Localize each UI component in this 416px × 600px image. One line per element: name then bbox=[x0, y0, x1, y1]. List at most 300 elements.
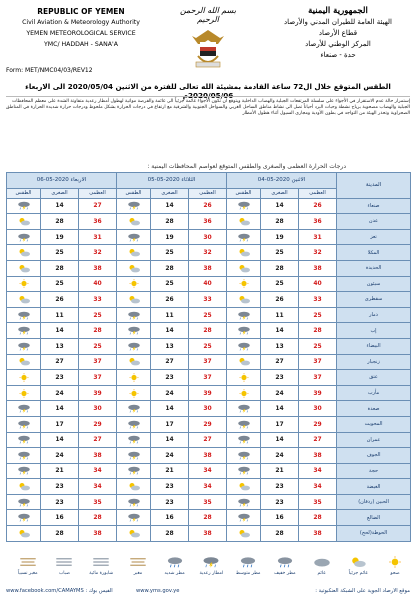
table-row bbox=[7, 276, 411, 292]
dust-icon bbox=[129, 556, 147, 568]
weather-cell bbox=[7, 494, 41, 510]
min-temp: 17 bbox=[261, 416, 299, 432]
min-temp: 21 bbox=[151, 463, 189, 479]
min-temp: 23 bbox=[261, 370, 299, 386]
city-name: إب bbox=[337, 323, 411, 339]
min-temp: 24 bbox=[151, 448, 189, 464]
legend-item bbox=[160, 556, 190, 586]
max-temp: 35 bbox=[79, 494, 117, 510]
min-temp: 27 bbox=[151, 354, 189, 370]
col-wx-day-2: الطقس bbox=[117, 188, 151, 198]
header bbox=[0, 0, 416, 78]
table-row bbox=[7, 479, 411, 495]
table-row bbox=[7, 307, 411, 323]
thunder-icon bbox=[237, 513, 251, 522]
min-temp: 25 bbox=[261, 245, 299, 261]
min-temp: 16 bbox=[261, 510, 299, 526]
min-temp: 28 bbox=[151, 214, 189, 230]
thunder-icon bbox=[17, 498, 31, 507]
legend-item bbox=[86, 556, 116, 586]
city-name: الغيضة bbox=[337, 479, 411, 495]
min-temp: 28 bbox=[151, 526, 189, 542]
sunny-icon bbox=[127, 279, 141, 288]
thunder-icon bbox=[17, 326, 31, 335]
table-row bbox=[7, 354, 411, 370]
header-right-line-4: المركز الوطني للأرصاد bbox=[305, 40, 371, 48]
thunder-icon bbox=[237, 498, 251, 507]
min-temp: 17 bbox=[151, 416, 189, 432]
city-name: تعز bbox=[337, 229, 411, 245]
city-name: البيضاء bbox=[337, 338, 411, 354]
min-temp: 16 bbox=[41, 510, 79, 526]
weather-cell bbox=[117, 526, 151, 542]
max-temp: 39 bbox=[189, 385, 227, 401]
city-name: سيئون bbox=[337, 276, 411, 292]
min-temp: 14 bbox=[41, 323, 79, 339]
max-temp: 28 bbox=[189, 323, 227, 339]
min-temp: 24 bbox=[151, 385, 189, 401]
table-row bbox=[7, 245, 411, 261]
min-temp: 23 bbox=[41, 370, 79, 386]
header-left-line-2: Civil Aviation & Meteorology Authority bbox=[22, 19, 140, 26]
weather-cell bbox=[227, 510, 261, 526]
day-header-2: الثلاثاء 2020-05-05 bbox=[117, 173, 227, 189]
sunny-icon bbox=[237, 373, 251, 382]
table-row bbox=[7, 401, 411, 417]
max-temp: 36 bbox=[189, 214, 227, 230]
partly-icon bbox=[237, 295, 251, 304]
thunder-icon bbox=[127, 498, 141, 507]
col-min-day-3: الصغرى bbox=[41, 188, 79, 198]
max-temp: 29 bbox=[189, 416, 227, 432]
max-temp: 36 bbox=[79, 214, 117, 230]
thunder-icon bbox=[237, 466, 251, 475]
day-date: 2020-05-05 bbox=[147, 177, 182, 184]
weather-cell bbox=[227, 323, 261, 339]
table-row bbox=[7, 510, 411, 526]
dust-icon bbox=[19, 556, 37, 568]
table-row bbox=[7, 323, 411, 339]
max-temp: 37 bbox=[189, 354, 227, 370]
min-temp: 26 bbox=[261, 292, 299, 308]
facebook-link[interactable]: www.facebook.com/CAMAYMS : الفيس بوك bbox=[6, 588, 113, 594]
thunder-icon bbox=[127, 326, 141, 335]
city-name: صعدة bbox=[337, 401, 411, 417]
sunny-icon bbox=[237, 389, 251, 398]
max-temp: 27 bbox=[79, 198, 117, 214]
city-name: ذمار bbox=[337, 307, 411, 323]
weather-cell bbox=[227, 479, 261, 495]
min-temp: 16 bbox=[151, 510, 189, 526]
min-temp: 14 bbox=[151, 198, 189, 214]
max-temp: 30 bbox=[299, 401, 337, 417]
city-name: عمران bbox=[337, 432, 411, 448]
weather-cell bbox=[117, 370, 151, 386]
table-row bbox=[7, 229, 411, 245]
weather-cell bbox=[117, 260, 151, 276]
weather-cell bbox=[117, 323, 151, 339]
max-temp: 33 bbox=[189, 292, 227, 308]
header-right-line-3: قطاع الأرصاد bbox=[318, 29, 358, 37]
max-temp: 26 bbox=[189, 198, 227, 214]
max-temp: 35 bbox=[299, 494, 337, 510]
max-temp: 38 bbox=[299, 526, 337, 542]
weather-cell bbox=[227, 198, 261, 214]
table-row bbox=[7, 370, 411, 386]
col-wx-day-1: الطقس bbox=[227, 188, 261, 198]
table-row bbox=[7, 463, 411, 479]
weather-cell bbox=[7, 245, 41, 261]
min-temp: 14 bbox=[261, 198, 299, 214]
legend-item bbox=[49, 556, 79, 586]
legend-item bbox=[307, 556, 337, 586]
max-temp: 40 bbox=[189, 276, 227, 292]
thunder-icon bbox=[127, 435, 141, 444]
city-name: الحبين (ردفان) bbox=[337, 494, 411, 510]
weather-cell bbox=[7, 276, 41, 292]
min-temp: 14 bbox=[261, 323, 299, 339]
thunder-icon bbox=[237, 233, 251, 242]
max-temp: 38 bbox=[189, 526, 227, 542]
min-temp: 24 bbox=[41, 385, 79, 401]
min-temp: 13 bbox=[151, 338, 189, 354]
header-left-line-1: REPUBLIC OF YEMEN bbox=[37, 7, 125, 16]
min-temp: 28 bbox=[41, 214, 79, 230]
city-name: صنعاء bbox=[337, 198, 411, 214]
partly-icon bbox=[349, 556, 367, 568]
thunder-icon bbox=[202, 556, 220, 568]
partly-icon bbox=[237, 357, 251, 366]
partly-icon bbox=[237, 264, 251, 273]
yemen-emblem-icon bbox=[188, 26, 228, 70]
fog-icon bbox=[92, 556, 110, 568]
city-name: الحوطة(لحج) bbox=[337, 526, 411, 542]
form-number: Form: MET/NMC04/03/REV12 bbox=[6, 67, 93, 74]
col-min-day-2: الصغرى bbox=[151, 188, 189, 198]
min-temp: 28 bbox=[261, 214, 299, 230]
max-temp: 33 bbox=[79, 292, 117, 308]
weather-cell bbox=[117, 198, 151, 214]
max-temp: 25 bbox=[189, 338, 227, 354]
forecast-title: الطقس المتوقع خلال ال72 ساعة القادمة بمشيئة الله تعالى للفترة من الاثنين 2020/05/04 الى الاربعاء 2020/05/06م bbox=[25, 82, 391, 100]
thunder-icon bbox=[127, 466, 141, 475]
day-header-row bbox=[7, 173, 411, 189]
weather-cell bbox=[7, 214, 41, 230]
forecast-description: إستمرار حالة عدم الاستقرار في الأجواء على سلسلة المرتفعات الجبلية والهضاب الداخلية ويتوقع ان تكون الأجواء غائمة جزئياً الى غائمة والفرصة مواتية لهطول أمطار رعدية متفاوتة الشدة على معظم المحافظات الجبلية والهضاب مصحوبة برياح نشطة وحبات البرد أحياناً تصل الى نشاط مناطق الساحل الغربي والسواحل الجنوبية والشرقية مع ارتفاع في درجات الحرارة بشكل ملحوظ ودرجات حرارة شديدة الحرارة في المناطق الصحراوية وتحذر الهيئة من التواجد في بطون الأودية ومجاري السيول أثناء هطول الأمطار bbox=[6, 96, 410, 159]
partly-icon bbox=[17, 264, 31, 273]
weather-cell bbox=[227, 494, 261, 510]
weather-cell bbox=[7, 354, 41, 370]
weather-cell bbox=[117, 214, 151, 230]
weather-cell bbox=[117, 448, 151, 464]
thunder-icon bbox=[237, 326, 251, 335]
min-temp: 23 bbox=[151, 479, 189, 495]
max-temp: 28 bbox=[189, 510, 227, 526]
weather-cell bbox=[227, 214, 261, 230]
legend-label: غائم جزئياً bbox=[348, 571, 368, 576]
fog-icon bbox=[55, 556, 73, 568]
city-name: عتق bbox=[337, 370, 411, 386]
partly-icon bbox=[17, 217, 31, 226]
min-temp: 28 bbox=[41, 260, 79, 276]
weather-cell bbox=[117, 385, 151, 401]
weather-cell bbox=[227, 401, 261, 417]
min-temp: 14 bbox=[41, 198, 79, 214]
min-temp: 23 bbox=[261, 494, 299, 510]
max-temp: 34 bbox=[189, 479, 227, 495]
legend-item bbox=[13, 556, 43, 586]
weather-cell bbox=[7, 448, 41, 464]
thunder-icon bbox=[127, 451, 141, 460]
rain-icon bbox=[276, 556, 294, 568]
table-row bbox=[7, 260, 411, 276]
partly-icon bbox=[127, 264, 141, 273]
table-row bbox=[7, 448, 411, 464]
header-left-block bbox=[6, 6, 156, 74]
partly-icon bbox=[237, 529, 251, 538]
max-temp: 37 bbox=[299, 354, 337, 370]
thunder-icon bbox=[17, 451, 31, 460]
min-temp: 19 bbox=[261, 229, 299, 245]
weather-cell bbox=[227, 354, 261, 370]
col-max-day-3: العظمى bbox=[79, 188, 117, 198]
header-left-line-4: YMC/ HADDAH - SANA'A bbox=[44, 41, 118, 48]
min-temp: 21 bbox=[261, 463, 299, 479]
day-header-3: الاربعاء 2020-05-06 bbox=[7, 173, 117, 189]
weather-cell bbox=[227, 385, 261, 401]
partly-icon bbox=[127, 217, 141, 226]
weather-cell bbox=[117, 432, 151, 448]
weather-cell bbox=[7, 292, 41, 308]
thunder-icon bbox=[17, 201, 31, 210]
min-temp: 14 bbox=[261, 401, 299, 417]
weather-cell bbox=[227, 370, 261, 386]
day-date: 2020-05-04 bbox=[257, 177, 292, 184]
thunder-icon bbox=[237, 201, 251, 210]
weather-cell bbox=[227, 432, 261, 448]
day-header-1: الاثنين 2020-05-04 bbox=[227, 173, 337, 189]
weather-cell bbox=[227, 276, 261, 292]
max-temp: 38 bbox=[189, 260, 227, 276]
max-temp: 29 bbox=[299, 416, 337, 432]
city-name: حجة bbox=[337, 463, 411, 479]
legend-label: مغبر نسبياً bbox=[17, 571, 38, 576]
table-row bbox=[7, 198, 411, 214]
max-temp: 39 bbox=[299, 385, 337, 401]
rain-icon bbox=[239, 556, 257, 568]
max-temp: 30 bbox=[189, 401, 227, 417]
min-temp: 13 bbox=[261, 338, 299, 354]
partly-icon bbox=[127, 529, 141, 538]
weather-cell bbox=[7, 526, 41, 542]
header-left-line-3: YEMEN METEOROLOGICAL SERVICE bbox=[26, 30, 136, 37]
partly-icon bbox=[237, 482, 251, 491]
min-temp: 23 bbox=[261, 479, 299, 495]
min-temp: 23 bbox=[151, 494, 189, 510]
max-temp: 34 bbox=[79, 463, 117, 479]
sunny-icon bbox=[17, 279, 31, 288]
thunder-icon bbox=[237, 311, 251, 320]
min-temp: 11 bbox=[261, 307, 299, 323]
weather-cell bbox=[117, 479, 151, 495]
cloudy-icon bbox=[313, 556, 331, 568]
max-temp: 36 bbox=[299, 214, 337, 230]
table-row bbox=[7, 292, 411, 308]
weather-cell bbox=[227, 526, 261, 542]
weather-cell bbox=[227, 463, 261, 479]
max-temp: 26 bbox=[299, 198, 337, 214]
max-temp: 38 bbox=[299, 448, 337, 464]
min-temp: 25 bbox=[41, 245, 79, 261]
partly-icon bbox=[17, 357, 31, 366]
weather-cell bbox=[117, 276, 151, 292]
partly-icon bbox=[237, 217, 251, 226]
partly-icon bbox=[127, 295, 141, 304]
max-temp: 27 bbox=[299, 432, 337, 448]
city-name: مأرب bbox=[337, 385, 411, 401]
min-temp: 14 bbox=[151, 323, 189, 339]
max-temp: 28 bbox=[299, 323, 337, 339]
max-temp: 30 bbox=[189, 229, 227, 245]
city-name: الحديدة bbox=[337, 260, 411, 276]
partly-icon bbox=[17, 482, 31, 491]
weather-legend bbox=[6, 556, 410, 586]
weather-cell bbox=[227, 260, 261, 276]
min-temp: 25 bbox=[41, 276, 79, 292]
city-name: زنجبار bbox=[337, 354, 411, 370]
partly-icon bbox=[237, 248, 251, 257]
min-temp: 24 bbox=[41, 448, 79, 464]
legend-label: ضباب bbox=[58, 571, 70, 576]
max-temp: 38 bbox=[79, 448, 117, 464]
legend-label: مغبر bbox=[133, 571, 143, 576]
thunder-icon bbox=[17, 233, 31, 242]
min-temp: 11 bbox=[41, 307, 79, 323]
min-temp: 28 bbox=[261, 260, 299, 276]
city-name: المكلا bbox=[337, 245, 411, 261]
table-row bbox=[7, 214, 411, 230]
max-temp: 32 bbox=[189, 245, 227, 261]
thunder-icon bbox=[127, 513, 141, 522]
weather-cell bbox=[227, 448, 261, 464]
weather-cell bbox=[117, 463, 151, 479]
weather-cell bbox=[227, 229, 261, 245]
legend-label: امطار رعدية bbox=[199, 571, 224, 576]
max-temp: 34 bbox=[299, 479, 337, 495]
weather-cell bbox=[7, 229, 41, 245]
min-temp: 13 bbox=[41, 338, 79, 354]
max-temp: 34 bbox=[299, 463, 337, 479]
table-row bbox=[7, 526, 411, 542]
max-temp: 29 bbox=[79, 416, 117, 432]
max-temp: 25 bbox=[299, 338, 337, 354]
max-temp: 34 bbox=[189, 463, 227, 479]
min-temp: 26 bbox=[151, 292, 189, 308]
weather-cell bbox=[7, 432, 41, 448]
max-temp: 25 bbox=[299, 307, 337, 323]
legend-item bbox=[343, 556, 373, 586]
weather-cell bbox=[117, 401, 151, 417]
max-temp: 37 bbox=[79, 354, 117, 370]
thunder-icon bbox=[237, 451, 251, 460]
weather-cell bbox=[7, 370, 41, 386]
weather-cell bbox=[117, 354, 151, 370]
thunder-icon bbox=[17, 420, 31, 429]
thunder-icon bbox=[127, 201, 141, 210]
partly-icon bbox=[127, 482, 141, 491]
legend-item bbox=[380, 556, 410, 586]
weather-cell bbox=[7, 307, 41, 323]
max-temp: 38 bbox=[79, 260, 117, 276]
weather-cell bbox=[227, 338, 261, 354]
day-date: 2020-05-06 bbox=[36, 177, 71, 184]
max-temp: 28 bbox=[299, 510, 337, 526]
weather-cell bbox=[117, 245, 151, 261]
min-temp: 28 bbox=[41, 526, 79, 542]
weather-cell bbox=[7, 338, 41, 354]
max-temp: 28 bbox=[79, 323, 117, 339]
website-link[interactable]: www.yms.gov.ye bbox=[136, 588, 180, 594]
max-temp: 35 bbox=[189, 494, 227, 510]
thunder-icon bbox=[127, 342, 141, 351]
max-temp: 39 bbox=[79, 385, 117, 401]
city-name: الجوف bbox=[337, 448, 411, 464]
sunny-icon bbox=[127, 389, 141, 398]
legend-label: مطر متوسط bbox=[235, 571, 261, 576]
col-max-day-1: العظمى bbox=[299, 188, 337, 198]
min-temp: 24 bbox=[261, 385, 299, 401]
weather-cell bbox=[117, 494, 151, 510]
min-temp: 27 bbox=[261, 354, 299, 370]
partly-icon bbox=[17, 248, 31, 257]
min-temp: 23 bbox=[41, 479, 79, 495]
weather-cell bbox=[227, 292, 261, 308]
max-temp: 32 bbox=[79, 245, 117, 261]
max-temp: 38 bbox=[79, 526, 117, 542]
sunny-icon bbox=[237, 279, 251, 288]
min-temp: 25 bbox=[151, 245, 189, 261]
sunny-icon bbox=[17, 389, 31, 398]
weather-cell bbox=[117, 338, 151, 354]
legend-label: صحو bbox=[390, 571, 400, 576]
sunny-icon bbox=[127, 373, 141, 382]
table-row bbox=[7, 432, 411, 448]
weather-cell bbox=[7, 198, 41, 214]
legend-item bbox=[270, 556, 300, 586]
table-row bbox=[7, 385, 411, 401]
header-right-line-1: الجمهورية اليمنية bbox=[308, 6, 368, 16]
min-temp: 28 bbox=[261, 526, 299, 542]
partly-icon bbox=[127, 357, 141, 366]
min-temp: 25 bbox=[261, 276, 299, 292]
legend-label: شابورة مائية bbox=[89, 571, 114, 576]
partly-icon bbox=[17, 529, 31, 538]
legend-label: غائم bbox=[317, 571, 326, 576]
city-name: عدن bbox=[337, 214, 411, 230]
table-row bbox=[7, 338, 411, 354]
city-name: الضالع bbox=[337, 510, 411, 526]
max-temp: 25 bbox=[189, 307, 227, 323]
min-temp: 14 bbox=[41, 432, 79, 448]
city-name: المحويت bbox=[337, 416, 411, 432]
thunder-icon bbox=[127, 311, 141, 320]
thunder-icon bbox=[237, 404, 251, 413]
max-temp: 25 bbox=[79, 307, 117, 323]
weather-cell bbox=[117, 510, 151, 526]
city-header: المدينة bbox=[337, 173, 411, 199]
min-temp: 14 bbox=[151, 401, 189, 417]
weather-cell bbox=[227, 307, 261, 323]
